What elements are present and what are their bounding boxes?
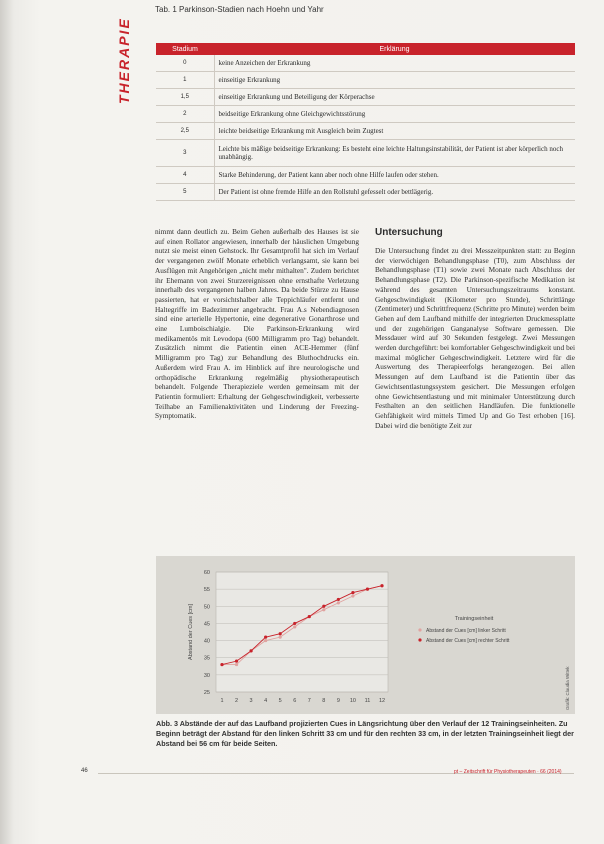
body-text-left-column: nimmt dann deutlich zu. Beim Gehen außerhalb des Hauses ist sie auf einen Rollator angewiesen, innerhalb der häuslichen Umgebung nutzt sie meist einen Gehstock. Ihr Gesamtprofil hat sich im Verlauf der vergangenen zwölf Monate erheblich verlangsamt, sie kann bei Ausflügen mit Angehörigen „nicht mehr mithalten". Zudem berichtet ihr Ehemann von zwei Sturzereignissen ohne ernsthafte Verletzung innerhalb des vergangenen halben Jahres. Da beide Stürze zu Hause passierten, hat er vorsichtshalber alle Teppichläufer entfernt und Haltegriffe im Badezimmer angebracht. Frau A.s Nebendiagnosen sind eine arterielle Hypertonie, eine degenerative Gonarthrose und eine Lumboischialgie. Die Parkinson-Erkrankung wird medikamentös mit Levodopa (600 Milligramm pro Tag) behandelt. Zusätzlich nimmt die Patientin einen ACE-Hemmer (fünf Milligramm pro Tag) zur Behandlung des Bluthochdrucks ein. Außerdem wird Frau A. im Hinblick auf ihre neurologische und orthopädische Erkrankung regelmäßig physiotherapeutisch behandelt. Folgende Therapieziele werden gemeinsam mit der Patientin formuliert: Erhaltung der Gehgeschwindigkeit, verbesserte Teilhabe an Familienaktivitäten und Linderung der Freezing-Symptomatik.	[155, 227, 359, 421]
legend-entry: Abstand der Cues [cm] rechter Schritt	[426, 638, 510, 644]
table-header-explanation: Erklärung	[214, 43, 575, 55]
stage-cell: 3	[156, 140, 214, 167]
data-point	[351, 594, 354, 597]
explanation-cell: einseitige Erkrankung	[214, 72, 575, 89]
journal-footer: pt – Zeitschrift für Physiotherapeuten · 66 (2014)	[454, 769, 562, 775]
legend-marker	[418, 628, 421, 631]
legend-title: Trainingseinheit	[454, 616, 494, 622]
explanation-cell: Leichte bis mäßige beidseitige Erkrankung: Es besteht eine leichte Haltungsinstabilität, der Patient ist aber körperlich noch unabhängig.	[214, 140, 575, 167]
explanation-cell: beidseitige Erkrankung ohne Gleichgewichtsstörung	[214, 106, 575, 123]
y-tick-label: 30	[203, 672, 210, 679]
stage-cell: 5	[156, 184, 214, 201]
stage-cell: 0	[156, 55, 214, 72]
body-text-right-column: Die Untersuchung findet zu drei Messzeitpunkten statt: zu Beginn der vierwöchigen Behandlungsphase (T0), zum Abschluss der Behandlungsphase (T1) sowie zwei Monate nach Abschluss der Behandlungsphase (T2). Die Parkinson-spezifische Medikation ist während des gesamten Untersuchungszeitraums konstant. Gehgeschwindigkeit (Kilometer pro Stunde), Schrittlänge (Zentimeter) und Schrittfrequenz (Schritte pro Minute) werden beim Gehen auf dem Laufband mithilfe der integrierten Druckmessplatte und der zugehörigen Ganganalyse Software gemessen. Die Messdauer wird auf 30 Sekunden festgelegt. Zwei Messungen werden durchgeführt: bei komfortabler Gehgeschwindigkeit und bei maximal möglicher Gehgeschwindigkeit. Letztere wird für die Auswertung des Therapieerfolgs herangezogen. Bei allen Messungen auf dem Laufband ist die Patientin über das Gewichtsentlastungssystem gesichert. Die Messungen erfolgen ohne Gewichtsentlastung und mit minimaler Unterstützung durch Festhalten an den seitlichen Handläufen. Die funktionelle Gehfähigkeit wird mittels Timed Up and Go Test erhoben [16]. Dabei wird die benötigte Zeit zur	[375, 246, 575, 430]
explanation-cell: leichte beidseitige Erkrankung mit Ausgleich beim Zugtest	[214, 123, 575, 140]
section-heading: Untersuchung	[375, 227, 443, 238]
table-caption: Tab. 1 Parkinson-Stadien nach Hoehn und Yahr	[155, 5, 324, 14]
legend-entry: Abstand der Cues [cm] linker Schritt	[426, 628, 506, 634]
x-tick-label: 9	[336, 698, 340, 704]
stage-cell: 4	[156, 167, 214, 184]
table-row	[156, 167, 575, 184]
page-number: 46	[81, 768, 88, 774]
explanation-cell: keine Anzeichen der Erkrankung	[214, 55, 575, 72]
x-tick-label: 8	[322, 698, 326, 704]
explanation-cell: einseitige Erkrankung und Beteiligung der Körperachse	[214, 89, 575, 106]
data-point	[322, 608, 325, 611]
explanation-cell: Starke Behinderung, der Patient kann aber noch ohne Hilfe laufen oder stehen.	[214, 167, 575, 184]
table-row	[156, 89, 575, 106]
data-point	[351, 591, 354, 594]
y-axis-label: Abstand der Cues [cm]	[188, 604, 194, 660]
parkinson-stages-table	[156, 43, 575, 201]
data-point	[264, 636, 267, 639]
y-tick-label: 40	[203, 638, 210, 645]
data-point	[322, 605, 325, 608]
figure-caption: Abb. 3 Abstände der auf das Laufband projizierten Cues in Längsrichtung über den Verlauf der 12 Trainingseinheiten. Zu Beginn beträgt der Abstand für den linken Schritt 33 cm und für den rechten 33 cm, in der letzten Trainingseinheit liegt der Abstand bei 56 cm für beide Seiten.	[156, 719, 574, 748]
data-point	[308, 615, 311, 618]
x-tick-label: 1	[220, 698, 224, 704]
x-tick-label: 12	[378, 698, 386, 704]
table-row	[156, 55, 575, 72]
x-tick-label: 11	[364, 698, 371, 704]
y-tick-label: 60	[203, 570, 210, 576]
stage-cell: 2	[156, 106, 214, 123]
data-point	[249, 649, 252, 652]
data-point	[264, 639, 267, 642]
data-point	[235, 663, 238, 666]
x-tick-label: 5	[278, 698, 282, 704]
chart-figure	[156, 556, 575, 714]
y-tick-label: 50	[203, 604, 210, 611]
data-point	[366, 588, 369, 591]
x-tick-label: 4	[264, 698, 268, 704]
x-tick-label: 6	[293, 698, 297, 704]
x-tick-label: 10	[349, 698, 356, 704]
table-row	[156, 106, 575, 123]
section-tag: THERAPIE	[116, 17, 132, 104]
data-point	[279, 636, 282, 639]
table-header-stage: Stadium	[156, 43, 214, 55]
stage-cell: 2,5	[156, 123, 214, 140]
table-row	[156, 184, 575, 201]
figure-credit: Grafik: Claudia Wittek	[565, 666, 570, 710]
line-chart	[156, 556, 575, 714]
explanation-cell: Der Patient ist ohne fremde Hilfe an den Rollstuhl gefesselt oder bettlägerig.	[214, 184, 575, 201]
y-tick-label: 55	[203, 587, 210, 594]
data-point	[293, 625, 296, 628]
data-point	[220, 663, 223, 666]
x-tick-label: 7	[307, 698, 311, 704]
y-tick-label: 25	[203, 690, 210, 696]
data-point	[380, 584, 383, 587]
legend-marker	[418, 638, 421, 641]
data-point	[235, 660, 238, 663]
x-tick-label: 3	[249, 698, 253, 704]
y-tick-label: 45	[203, 621, 210, 628]
table-row	[156, 123, 575, 140]
x-tick-label: 2	[235, 698, 239, 704]
table-row	[156, 140, 575, 167]
data-point	[337, 601, 340, 604]
table-header-row	[156, 43, 575, 55]
data-point	[337, 598, 340, 601]
data-point	[279, 632, 282, 635]
data-point	[293, 622, 296, 625]
y-tick-label: 35	[203, 655, 210, 662]
stage-cell: 1,5	[156, 89, 214, 106]
table-row	[156, 72, 575, 89]
stage-cell: 1	[156, 72, 214, 89]
